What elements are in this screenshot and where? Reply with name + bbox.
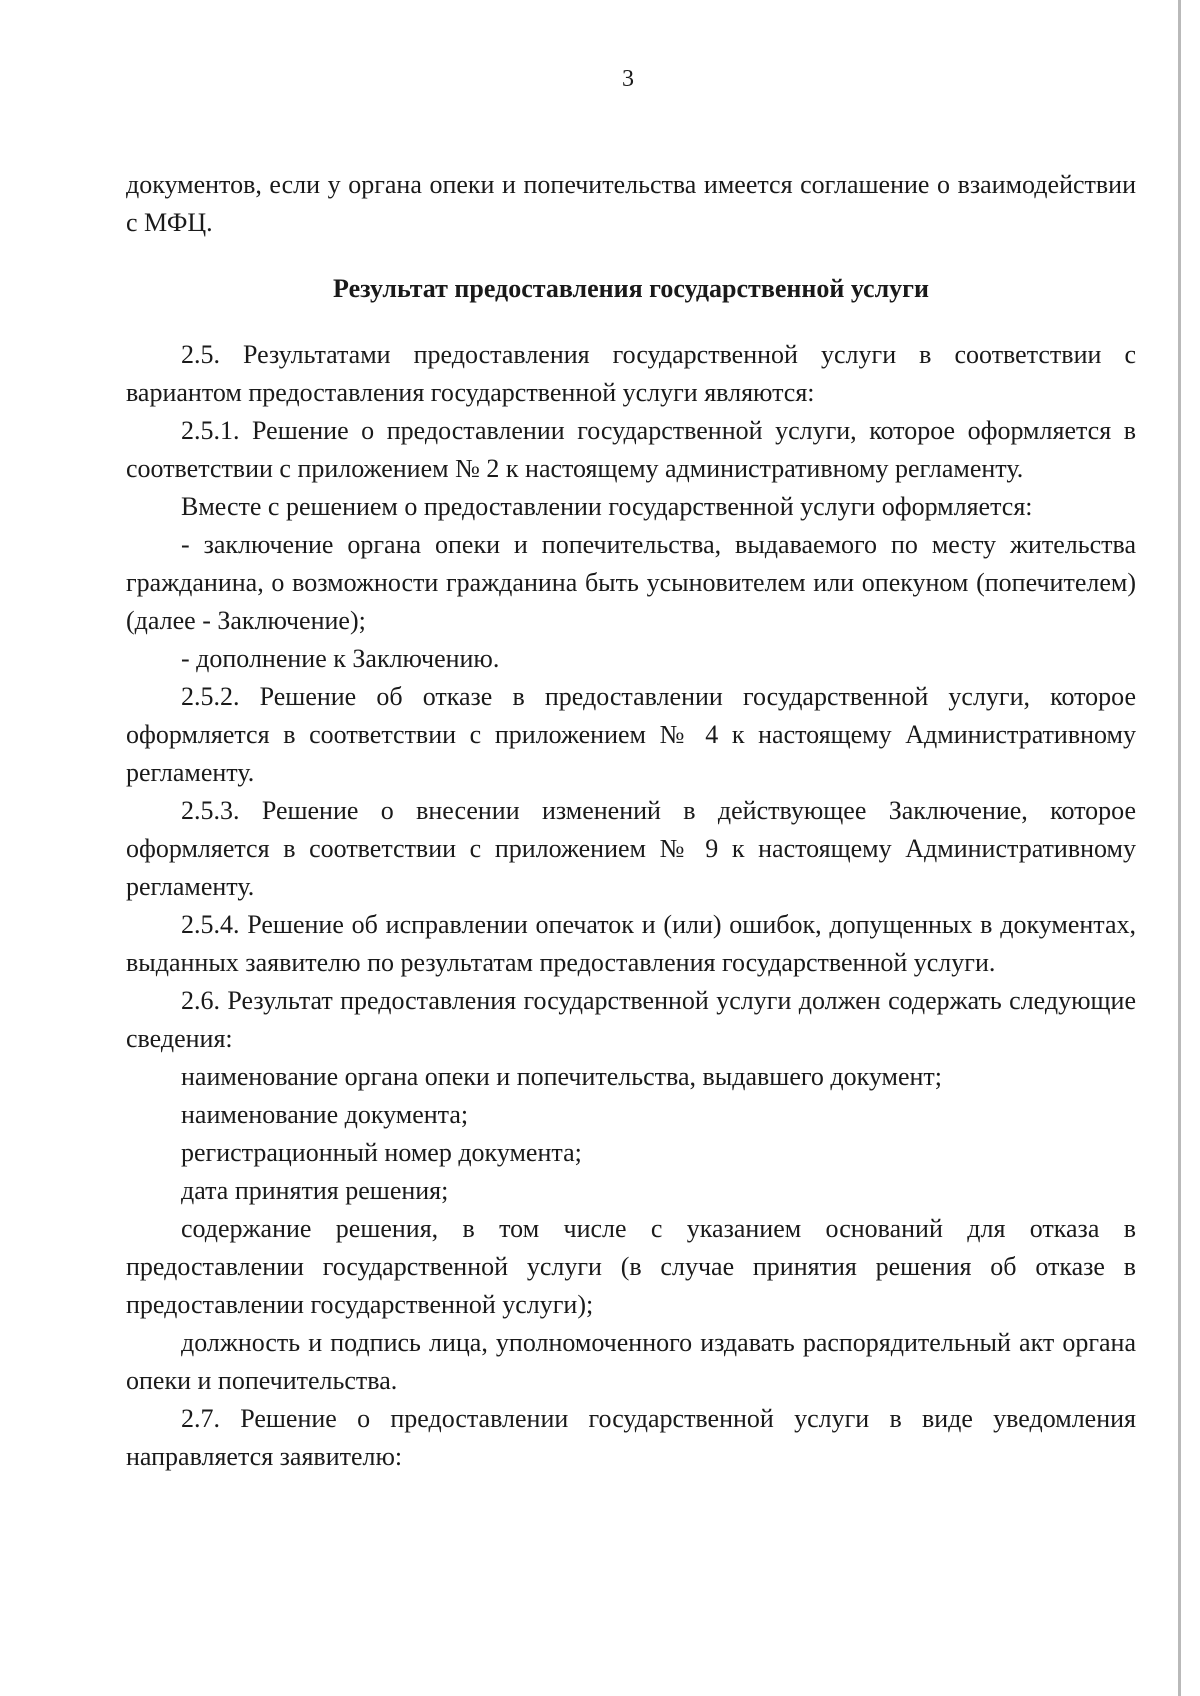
list-item-conclusion: - заключение органа опеки и попечительства, выдаваемого по месту жительства гражданина, о возможности гражданина быть усыновителем или опекуном (попечителем) (далее - Заключение); <box>126 530 1136 635</box>
paragraph-2-5-3: 2.5.3. Решение о внесении изменений в действующее Заключение, которое оформляется в соответствии с приложением № 9 к настоящему Административному регламенту. <box>126 796 1136 901</box>
section-heading: Результат предоставления государственной услуги <box>333 274 929 303</box>
list-item-conclusion-addition: - дополнение к Заключению. <box>181 644 500 673</box>
list-item-registration-number: регистрационный номер документа; <box>181 1138 582 1167</box>
paragraph-together-with-decision: Вместе с решением о предоставлении государственной услуги оформляется: <box>181 492 1033 521</box>
list-item-decision-date: дата принятия решения; <box>181 1176 449 1205</box>
page-number: 3 <box>622 66 634 92</box>
paragraph-2-5: 2.5. Результатами предоставления государственной услуги в соответствии с вариантом предоставления государственной услуги являются: <box>126 340 1136 407</box>
list-item-authority-name: наименование органа опеки и попечительства, выдавшего документ; <box>181 1062 943 1091</box>
document-body <box>126 166 1136 1476</box>
list-item-official-signature: должность и подпись лица, уполномоченного издавать распорядительный акт органа опеки и попечительства. <box>126 1328 1136 1395</box>
list-item-decision-content: содержание решения, в том числе с указанием оснований для отказа в предоставлении государственной услуги (в случае принятия решения об отказе в предоставлении государственной услуги); <box>126 1214 1136 1319</box>
paragraph-continuation: документов, если у органа опеки и попечительства имеется соглашение о взаимодействии с МФЦ. <box>126 170 1136 237</box>
list-item-document-name: наименование документа; <box>181 1100 469 1129</box>
paragraph-2-5-2: 2.5.2. Решение об отказе в предоставлении государственной услуги, которое оформляется в соответствии с приложением № 4 к настоящему Административному регламенту. <box>126 682 1136 787</box>
page-edge-line <box>1178 0 1181 1696</box>
paragraph-2-7: 2.7. Решение о предоставлении государственной услуги в виде уведомления направляется заявителю: <box>126 1404 1136 1471</box>
paragraph-2-5-1: 2.5.1. Решение о предоставлении государственной услуги, которое оформляется в соответствии с приложением № 2 к настоящему административному регламенту. <box>126 416 1136 483</box>
paragraph-2-5-4: 2.5.4. Решение об исправлении опечаток и (или) ошибок, допущенных в документах, выданных заявителю по результатам предоставления государственной услуги. <box>126 910 1136 977</box>
paragraph-2-6: 2.6. Результат предоставления государственной услуги должен содержать следующие сведения: <box>126 986 1136 1053</box>
